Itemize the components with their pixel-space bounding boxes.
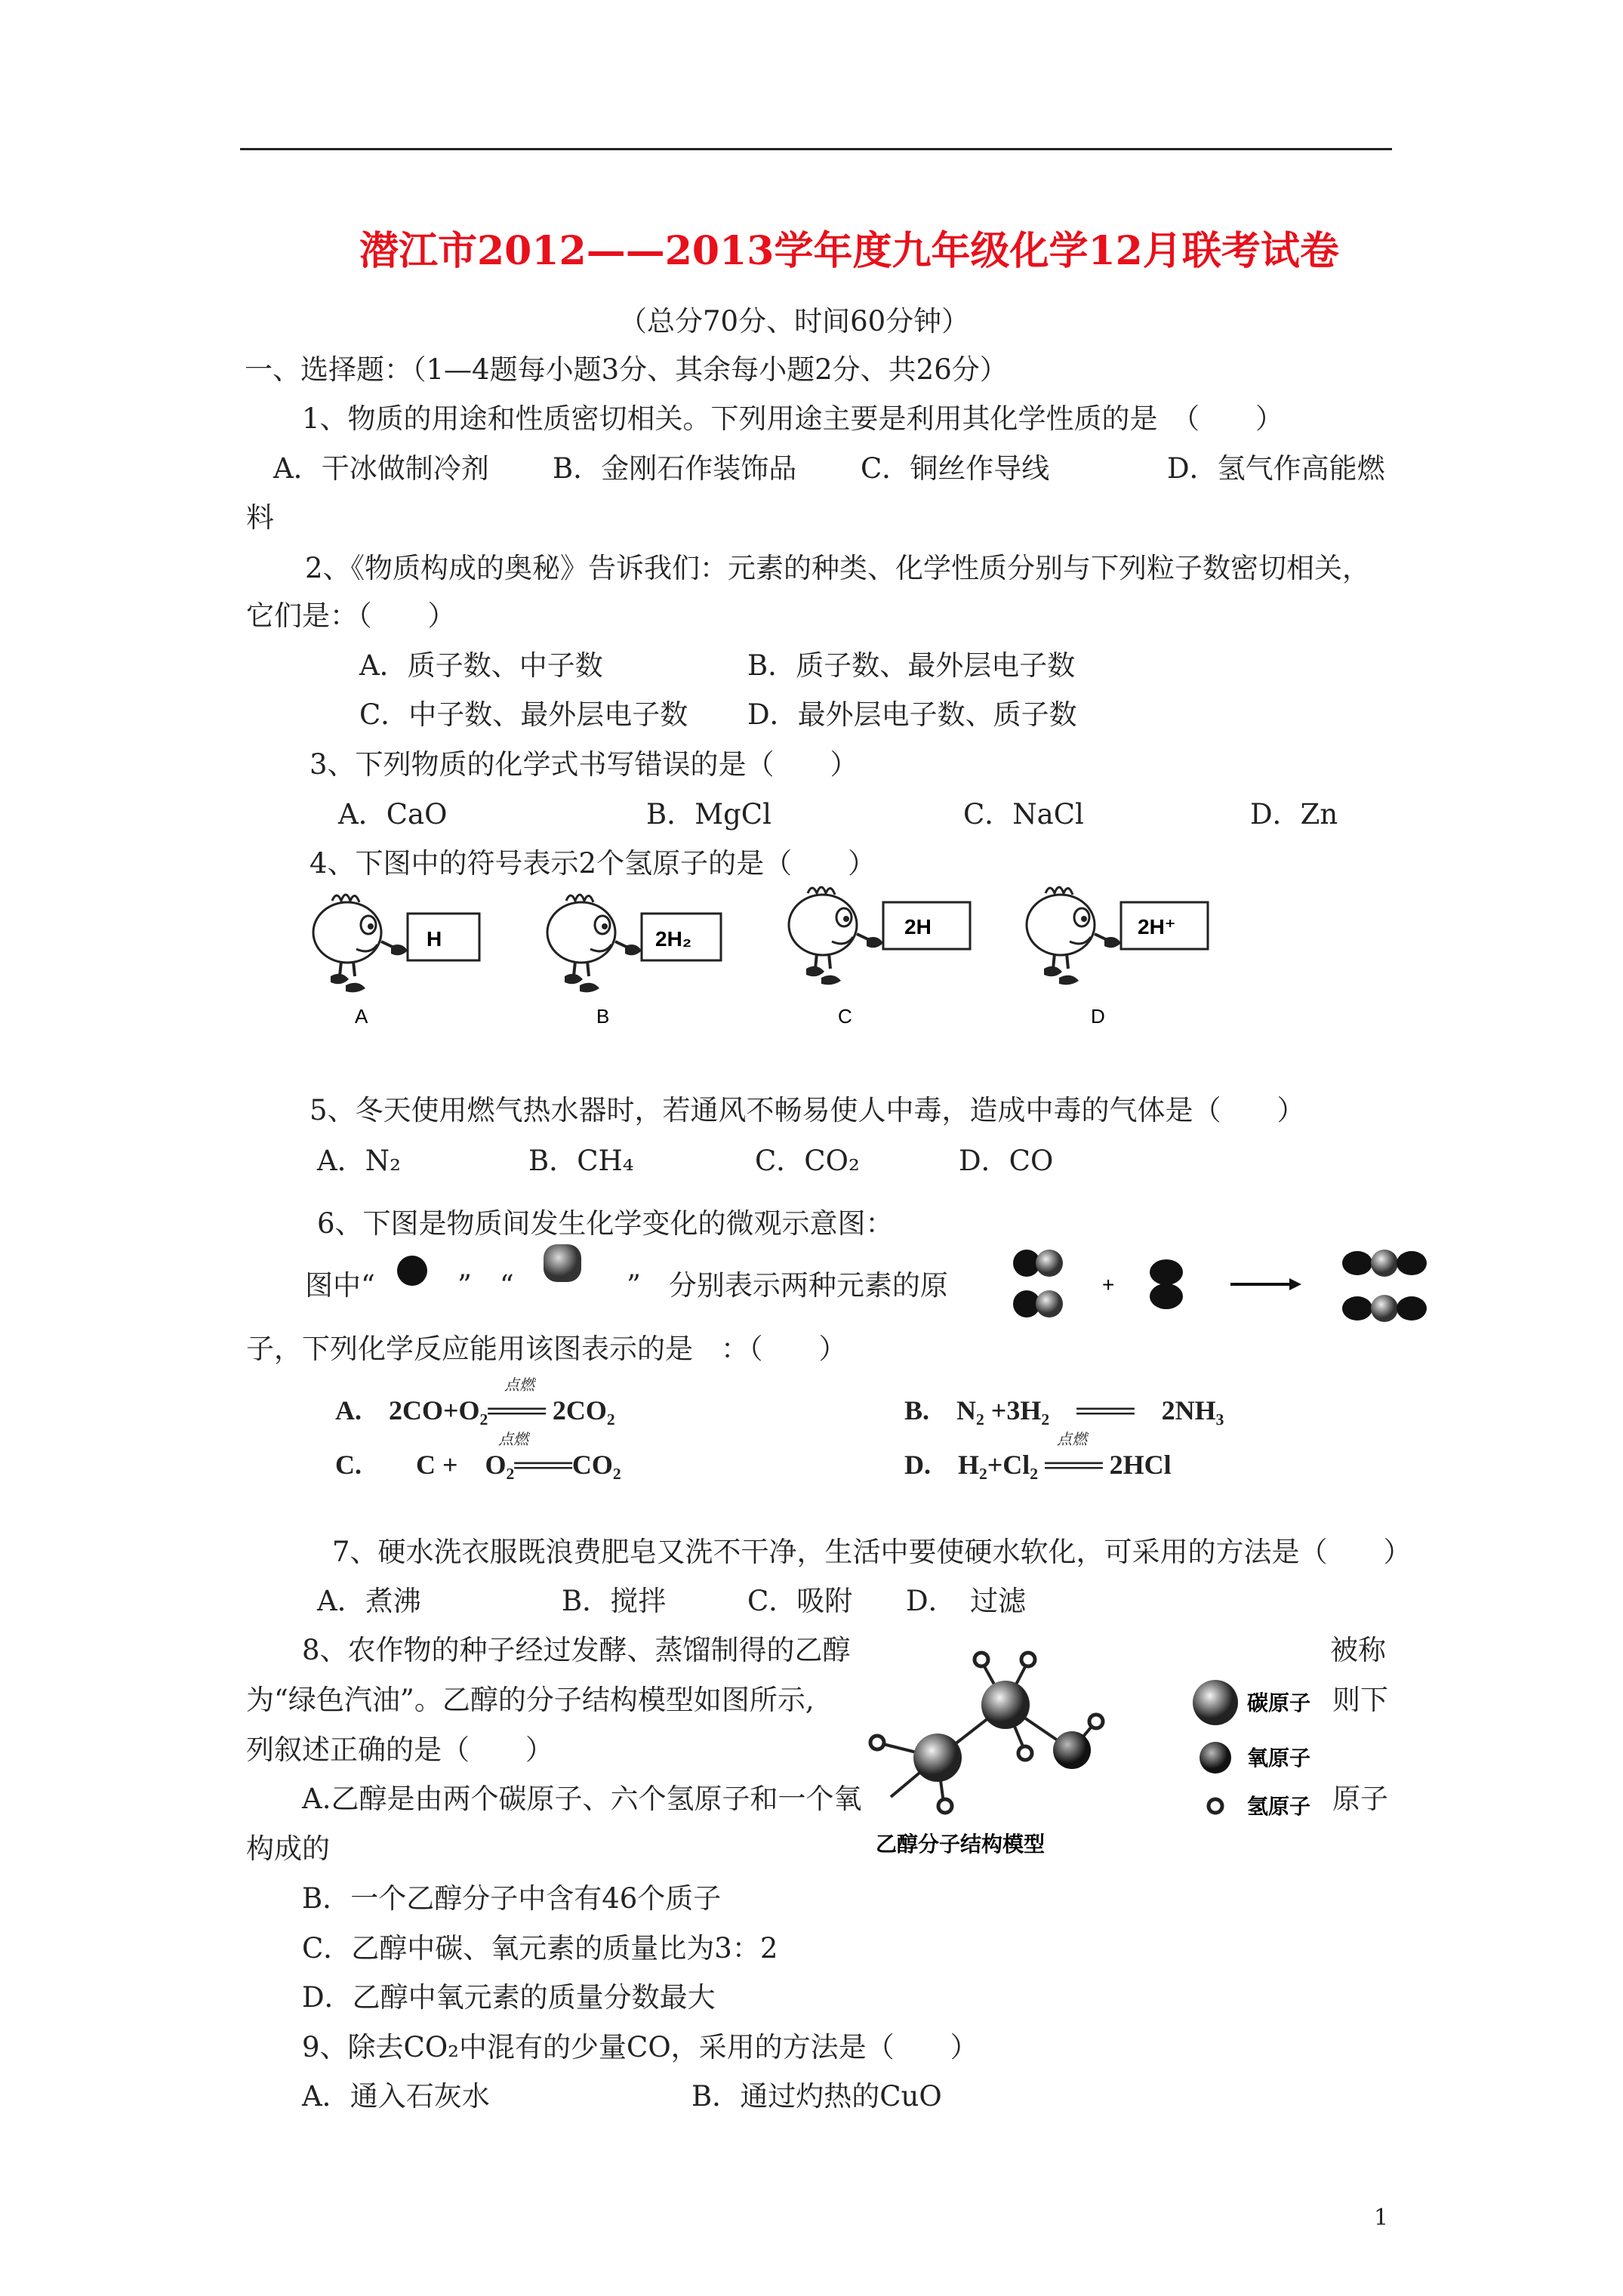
- subtitle: （总分70分、时间60分钟）: [619, 305, 970, 337]
- q7-option-c: C．吸附: [747, 1585, 853, 1617]
- q6-option-d: D. H₂+Cl₂ ═══ 2HCl: [904, 1450, 1172, 1480]
- q9-stem: 9、除去CO₂中混有的少量CO，采用的方法是（ ）: [302, 2031, 978, 2063]
- page-number: 1: [1374, 2205, 1389, 2231]
- q2-option-b: B．质子数、最外层电子数: [747, 649, 1076, 682]
- legend-carbon: 碳原子: [1247, 1691, 1311, 1715]
- q6-reaction-diagram: [1004, 1242, 1457, 1333]
- q5-option-a: A．N₂: [317, 1145, 401, 1177]
- section-heading: 一、选择题：（1—4题每小题3分、其余每小题2分、共26分）: [245, 353, 1008, 386]
- q6-line1-c: ” 分别表示两种元素的原: [627, 1269, 948, 1302]
- q3-option-b: B．MgCl: [646, 798, 771, 831]
- oxygen-atom: [1053, 1731, 1091, 1769]
- q1-option-a: A．干冰做制冷剂: [273, 452, 489, 485]
- q1-option-d: D．氢气作高能燃: [1167, 452, 1385, 485]
- product-molecules: [1342, 1250, 1427, 1322]
- sign-b: 2H₂: [655, 927, 692, 951]
- q5-stem: 5、冬天使用燃气热水器时，若通风不畅易使人中毒，造成中毒的气体是（ ）: [310, 1094, 1305, 1126]
- q8-option-a-cont: 构成的: [246, 1832, 330, 1865]
- sign-a: H: [427, 927, 442, 951]
- q8-line1-end: 被称: [1330, 1634, 1386, 1666]
- legend-carbon-icon: [1193, 1680, 1238, 1725]
- q8-line2: 为“绿色汽油”。乙醇的分子结构模型如图所示,: [246, 1684, 815, 1716]
- q1-option-b: B．金刚石作装饰品: [553, 452, 797, 485]
- q5-option-d: D．CO: [959, 1145, 1054, 1177]
- q6-line1-a: 图中“: [305, 1269, 375, 1302]
- page-title: 潜江市2012——2013学年度九年级化学12月联考试卷: [359, 228, 1339, 274]
- q9-option-b: B．通过灼热的CuO: [691, 2080, 942, 2113]
- q8-line2-end: 则下: [1332, 1684, 1388, 1716]
- q1-option-d-cont: 料: [246, 501, 274, 534]
- q2-option-c: C．中子数、最外层电子数: [359, 698, 688, 731]
- q7-option-d: D． 过滤: [906, 1585, 1027, 1617]
- q3-option-a: A．CaO: [338, 798, 448, 831]
- legend-oxygen: 氧原子: [1247, 1746, 1311, 1770]
- reaction-arrow: [1230, 1278, 1301, 1290]
- q4-stem: 4、下图中的符号表示2个氢原子的是（ ）: [310, 847, 876, 880]
- legend-oxygen-icon: [1200, 1742, 1231, 1774]
- figure-letter-b: B: [596, 1005, 610, 1028]
- q8-option-a: A.乙醇是由两个碳原子、六个氢原子和一个氧: [302, 1783, 862, 1815]
- figure-a: [313, 895, 479, 1028]
- q6-line1-b: ” “: [457, 1269, 514, 1302]
- q5-option-c: C．CO₂: [755, 1145, 860, 1177]
- molecule-bonds: [877, 1661, 1095, 1803]
- q7-option-a: A．煮沸: [317, 1585, 421, 1617]
- legend-hydrogen: 氢原子: [1247, 1795, 1311, 1818]
- q6-option-a: A. 2CO+O₂═══ 2CO₂: [335, 1395, 615, 1425]
- sign-d: 2H⁺: [1138, 915, 1176, 938]
- q6-option-b: B. N₂ +3H₂ ═══ 2NH₃: [904, 1395, 1224, 1425]
- q6-line2: 子，下列化学反应能用该图表示的是 ：（ ）: [246, 1333, 847, 1365]
- q6-cond-d: 点燃: [1057, 1430, 1087, 1448]
- q8-option-d: D．乙醇中氧元素的质量分数最大: [302, 1981, 716, 2014]
- q2-stem: 2、《物质构成的奥秘》告诉我们：元素的种类、化学性质分别与下列粒子数密切相关，: [305, 552, 1371, 584]
- q1-option-c: C．铜丝作导线: [861, 452, 1050, 485]
- figure-b: [547, 895, 721, 1028]
- q6-cond-a: 点燃: [504, 1376, 534, 1394]
- q3-option-d: D．Zn: [1250, 798, 1338, 831]
- q3-option-c: C．NaCl: [963, 798, 1084, 831]
- q8-option-a-end: 原子: [1332, 1783, 1388, 1815]
- q9-option-a: A．通入石灰水: [302, 2080, 490, 2113]
- q6-option-c: C. C + O₂═══CO₂: [335, 1450, 621, 1480]
- ethanol-molecule-model: [861, 1638, 1389, 1865]
- legend-hydrogen-icon: [1209, 1799, 1222, 1813]
- q7-stem: 7、硬水洗衣服既浪费肥皂又洗不干净，生活中要使硬水软化，可采用的方法是（ ）: [332, 1536, 1412, 1568]
- q8-line1: 8、农作物的种子经过发酵、蒸馏制得的乙醇: [302, 1634, 851, 1666]
- model-caption: 乙醇分子结构模型: [876, 1832, 1046, 1856]
- plus-sign: +: [1102, 1273, 1115, 1296]
- figure-letter-d: D: [1091, 1005, 1105, 1028]
- q2-option-d: D．最外层电子数、质子数: [747, 698, 1077, 731]
- figure-letter-c: C: [838, 1005, 852, 1028]
- q2-stem-2: 它们是：（ ）: [246, 599, 456, 632]
- q4-figures: [302, 880, 1283, 1038]
- q8-line3: 列叙述正确的是（ ）: [246, 1734, 553, 1766]
- legend: [1193, 1680, 1310, 1818]
- q2-option-a: A．质子数、中子数: [359, 649, 603, 682]
- sign-box-a: [408, 914, 479, 960]
- q3-stem: 3、下列物质的化学式书写错误的是（ ）: [310, 748, 858, 781]
- reactant-black-molecule: [1150, 1259, 1183, 1309]
- q6-cond-c: 点燃: [498, 1430, 528, 1448]
- q8-option-b: B．一个乙醇分子中含有46个质子: [302, 1882, 722, 1915]
- q8-option-c: C．乙醇中碳、氧元素的质量比为3：2: [302, 1932, 778, 1965]
- reactant-grey-molecules: [1013, 1250, 1063, 1318]
- grey-atom-symbol: [537, 1238, 590, 1291]
- figure-c: [789, 887, 970, 1028]
- black-atom-symbol: [393, 1250, 438, 1295]
- figure-letter-a: A: [355, 1005, 368, 1028]
- q5-option-b: B．CH₄: [528, 1145, 634, 1177]
- header-rule: [240, 148, 1392, 150]
- sign-c: 2H: [904, 915, 932, 938]
- q6-stem: 6、下图是物质间发生化学变化的微观示意图：: [317, 1207, 894, 1240]
- q7-option-b: B．搅拌: [562, 1585, 667, 1617]
- figure-d: [1027, 887, 1208, 1028]
- q1-stem: 1、物质的用途和性质密切相关。下列用途主要是利用其化学性质的是 （ ）: [302, 402, 1284, 435]
